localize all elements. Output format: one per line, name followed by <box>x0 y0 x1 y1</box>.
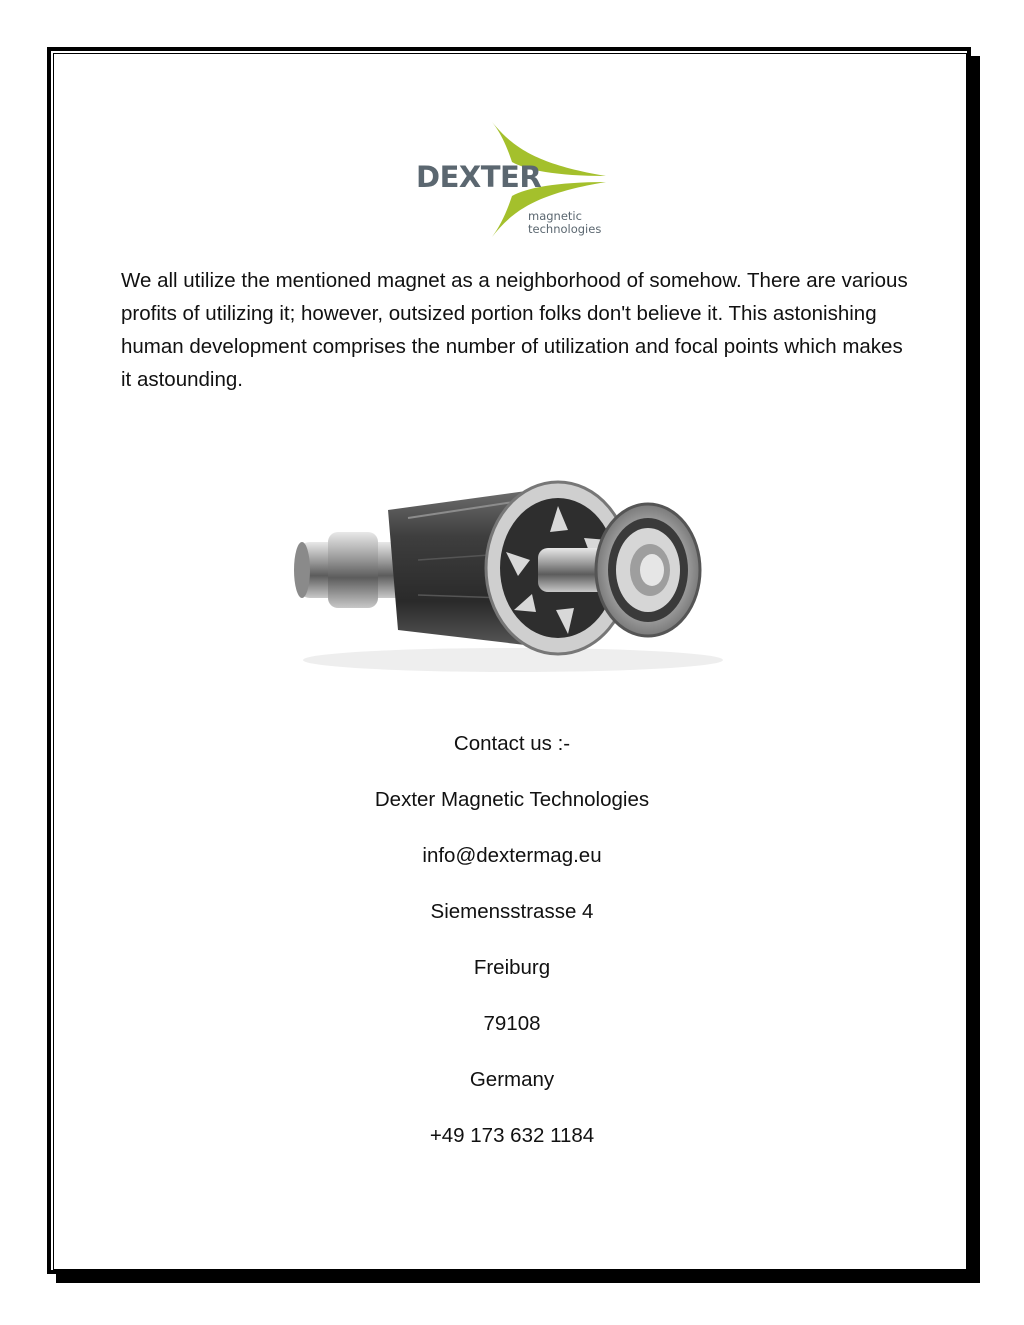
contact-heading: Contact us :- <box>453 732 571 755</box>
logo-brand-text: DEXTER <box>416 160 542 194</box>
contact-company: Dexter Magnetic Technologies <box>374 788 650 811</box>
logo-tagline <box>528 210 601 236</box>
contact-street: Siemensstrasse 4 <box>430 900 594 923</box>
contact-email[interactable]: info@dextermag.eu <box>422 844 602 867</box>
contact-country: Germany <box>469 1068 555 1091</box>
rotor-shaft-image <box>268 470 758 680</box>
logo-tagline-line2: technologies <box>528 222 602 236</box>
contact-postal-code: 79108 <box>483 1012 541 1035</box>
contact-city: Freiburg <box>473 956 551 979</box>
dexter-logo <box>416 120 608 240</box>
contact-phone[interactable]: +49 173 632 1184 <box>429 1124 595 1147</box>
intro-paragraph: We all utilize the mentioned magnet as a neighborhood of somehow. There are various profits of utilizing it; however, outsized portion folks don't believe it. This astonishing human development comprises the number of utilization and focal points which makes it astounding. <box>121 269 908 391</box>
logo-tagline-line1: magnetic <box>528 209 582 223</box>
